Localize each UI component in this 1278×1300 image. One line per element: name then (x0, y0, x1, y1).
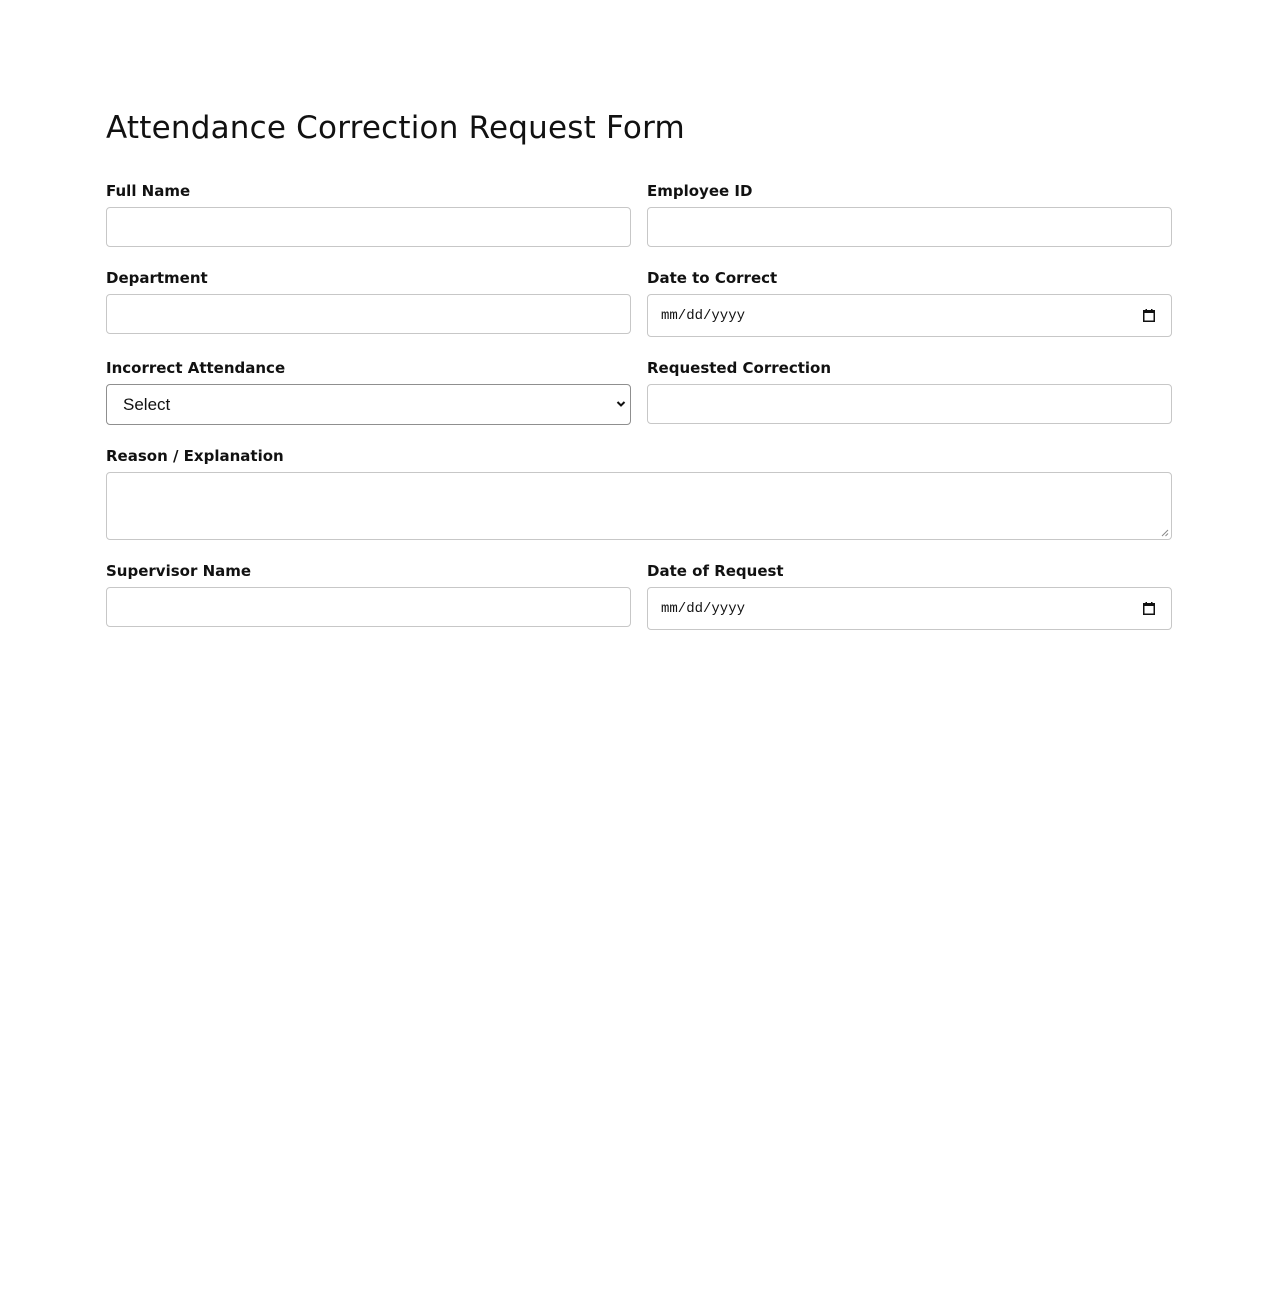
employee-id-input[interactable] (647, 207, 1172, 247)
department-input[interactable] (106, 294, 631, 334)
department-label: Department (106, 269, 208, 287)
date-of-request-placeholder: mm/dd/yyyy (661, 601, 746, 617)
employee-id-field (647, 182, 1172, 200)
chevron-down-icon (616, 399, 626, 409)
reason-field (106, 447, 1172, 465)
reason-textarea[interactable] (106, 472, 1172, 540)
date-of-request-input[interactable] (647, 587, 1172, 630)
reason-label: Reason / Explanation (106, 447, 284, 465)
incorrect-attendance-selected: Select (123, 395, 171, 414)
calendar-icon[interactable] (1143, 602, 1155, 615)
incorrect-attendance-field (106, 359, 631, 414)
supervisor-name-label: Supervisor Name (106, 562, 252, 580)
requested-correction-label: Requested Correction (647, 359, 832, 377)
full-name-label: Full Name (106, 182, 191, 200)
date-of-request-label: Date of Request (647, 562, 784, 580)
page-title: Attendance Correction Request Form (106, 110, 685, 146)
supervisor-name-input[interactable] (106, 587, 631, 627)
calendar-icon[interactable] (1143, 309, 1155, 322)
full-name-input[interactable] (106, 207, 631, 247)
department-field (106, 269, 631, 287)
date-to-correct-placeholder: mm/dd/yyyy (661, 308, 746, 324)
date-to-correct-label: Date to Correct (647, 269, 778, 287)
incorrect-attendance-select[interactable] (106, 384, 631, 425)
resize-handle-icon[interactable] (1161, 529, 1169, 537)
incorrect-attendance-label: Incorrect Attendance (106, 359, 286, 377)
supervisor-name-field (106, 562, 631, 580)
employee-id-label: Employee ID (647, 182, 753, 200)
date-to-correct-input[interactable] (647, 294, 1172, 337)
full-name-field (106, 182, 631, 200)
date-to-correct-field (647, 269, 1172, 324)
date-of-request-field (647, 562, 1172, 617)
requested-correction-input[interactable] (647, 384, 1172, 424)
requested-correction-field (647, 359, 1172, 377)
